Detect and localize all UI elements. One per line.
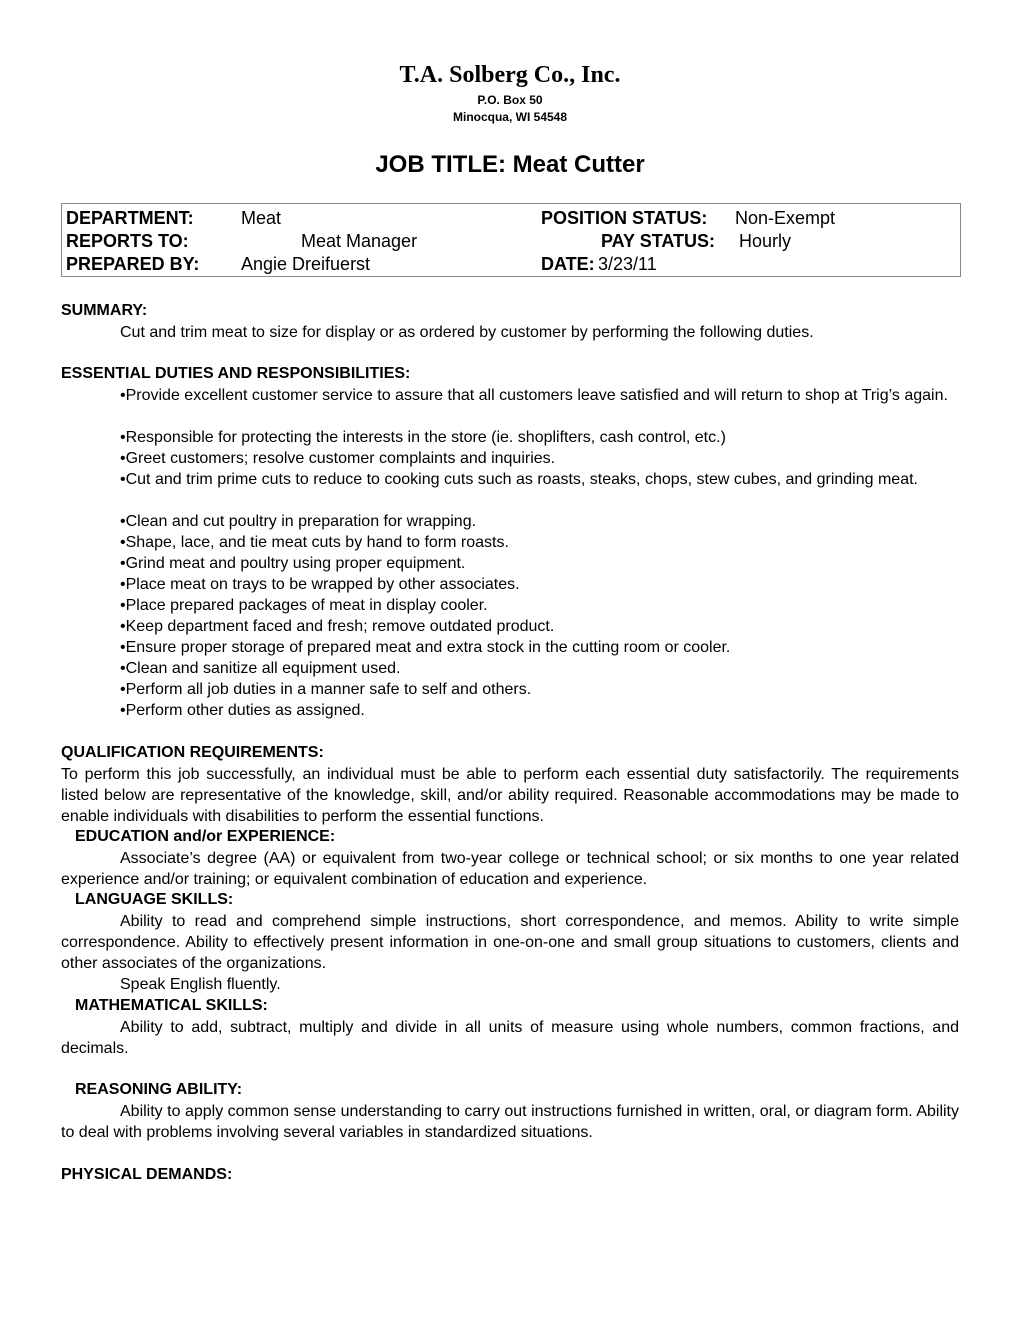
- duty-item: [61, 385, 959, 406]
- reasoning-text-body: Ability to apply common sense understanding to carry out instructions furnished in written, oral, or diagram form. Ability to deal with problems involving several variables in standardized situations.: [61, 1103, 959, 1141]
- duty-item: •Greet customers; resolve customer complaints and inquiries.: [120, 450, 556, 467]
- duties-heading: ESSENTIAL DUTIES AND RESPONSIBILITIES:: [61, 365, 411, 382]
- reports-to-label: REPORTS TO:: [66, 231, 189, 251]
- duty-item: •Ensure proper storage of prepared meat and extra stock in the cutting room or cooler.: [120, 639, 731, 656]
- physical-demands-heading: PHYSICAL DEMANDS:: [61, 1166, 233, 1183]
- language-text-2: Speak English fluently.: [120, 976, 281, 993]
- education-heading: EDUCATION and/or EXPERIENCE:: [75, 828, 336, 845]
- language-heading: LANGUAGE SKILLS:: [75, 891, 234, 908]
- pay-status-value: Hourly: [739, 231, 792, 251]
- duty-item: •Grind meat and poultry using proper equipment.: [120, 555, 466, 572]
- job-info-box: [61, 203, 961, 277]
- job-title: JOB TITLE: Meat Cutter: [375, 151, 645, 178]
- duty-item-text: •Cut and trim prime cuts to reduce to cooking cuts such as roasts, steaks, chops, stew cubes, and grinding meat.: [120, 471, 918, 488]
- education-text-body: Associate’s degree (AA) or equivalent from two-year college or technical school; or six months to one year related experience and/or training; or equivalent combination of education and experience.: [61, 850, 959, 888]
- date-value: 3/23/11: [598, 254, 657, 274]
- reasoning-text: [61, 1101, 959, 1143]
- qualifications-intro: To perform this job successfully, an individual must be able to perform each essential duty satisfactorily. The requirements listed below are representative of the knowledge, skill, and/or ability required. Reasonable accommodations may be made to enable individuals with disabilities to perform the essential functions.: [61, 766, 959, 825]
- math-text: [61, 1017, 959, 1059]
- prepared-by-value: Angie Dreifuerst: [241, 254, 371, 274]
- duty-item-text: •Provide excellent customer service to assure that all customers leave satisfied and will return to shop at Trig’s again.: [120, 387, 948, 404]
- reasoning-heading: REASONING ABILITY:: [75, 1081, 243, 1098]
- position-status-label: POSITION STATUS:: [541, 208, 708, 228]
- department-label: DEPARTMENT:: [66, 208, 194, 228]
- duty-item: •Place meat on trays to be wrapped by other associates.: [120, 576, 520, 593]
- pay-status-label: PAY STATUS:: [601, 231, 716, 251]
- company-name: T.A. Solberg Co., Inc.: [399, 62, 621, 88]
- duty-item: •Responsible for protecting the interests in the store (ie. shoplifters, cash control, etc.): [120, 429, 726, 446]
- address-line-1: P.O. Box 50: [477, 93, 543, 107]
- math-text-body: Ability to add, subtract, multiply and divide in all units of measure using whole numbers, common fractions, and decimals.: [61, 1019, 959, 1057]
- prepared-by-label: PREPARED BY:: [66, 254, 200, 274]
- duty-item: •Shape, lace, and tie meat cuts by hand to form roasts.: [120, 534, 509, 551]
- duty-item: •Perform other duties as assigned.: [120, 702, 365, 719]
- duty-item: •Clean and cut poultry in preparation for wrapping.: [120, 513, 477, 530]
- position-status-value: Non-Exempt: [735, 208, 836, 228]
- qualifications-heading: QUALIFICATION REQUIREMENTS:: [61, 744, 324, 761]
- duty-item: •Perform all job duties in a manner safe to self and others.: [120, 681, 532, 698]
- summary-heading: SUMMARY:: [61, 302, 148, 319]
- summary-text: Cut and trim meat to size for display or as ordered by customer by performing the following duties.: [120, 324, 814, 341]
- duty-item: [61, 469, 959, 490]
- duty-item: •Place prepared packages of meat in display cooler.: [120, 597, 488, 614]
- language-text-body: Ability to read and comprehend simple instructions, short correspondence, and memos. Ability to write simple correspondence. Ability to effectively present information in one-on-one and small group situations to customers, clients and other associates of the organizations.: [61, 913, 959, 972]
- duty-item: •Clean and sanitize all equipment used.: [120, 660, 401, 677]
- department-value: Meat: [241, 208, 282, 228]
- education-text: [61, 848, 959, 890]
- math-heading: MATHEMATICAL SKILLS:: [75, 997, 268, 1014]
- date-label: DATE:: [541, 254, 595, 274]
- address-line-2: Minocqua, WI 54548: [452, 110, 568, 124]
- reports-to-value: Meat Manager: [301, 231, 418, 251]
- duty-item: •Keep department faced and fresh; remove outdated product.: [120, 618, 555, 635]
- language-text: [61, 911, 959, 974]
